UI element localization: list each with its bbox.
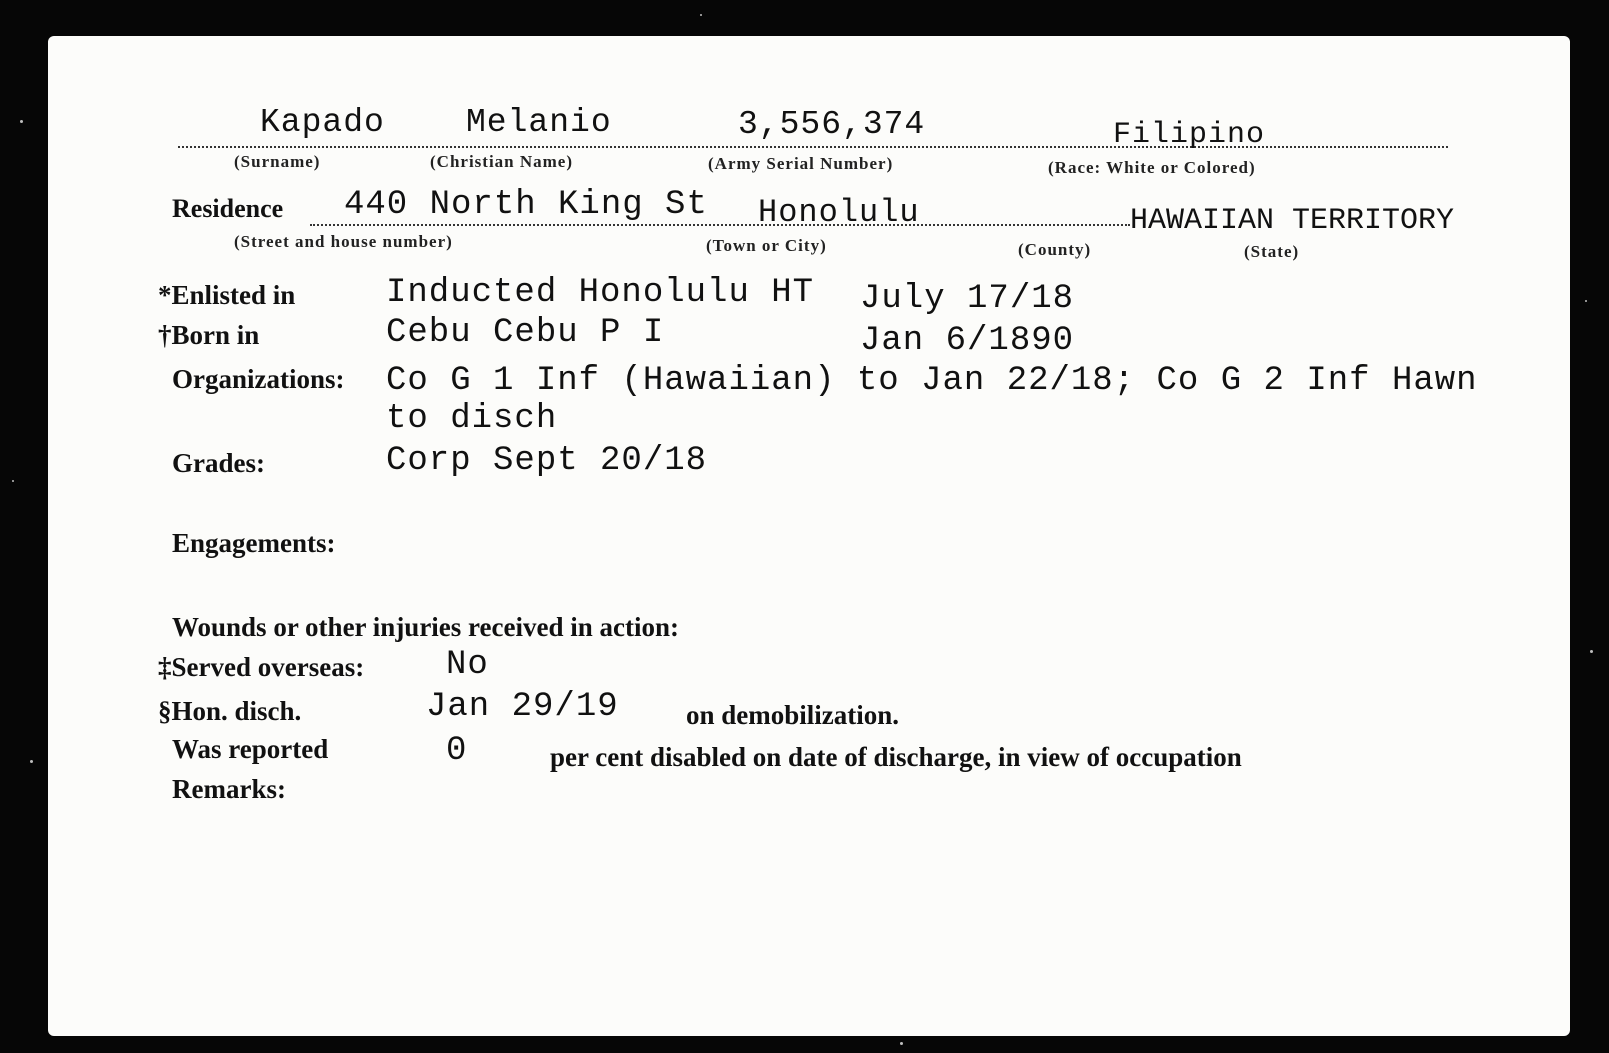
scan-speck	[20, 120, 23, 123]
residence-state-value: HAWAIIAN TERRITORY	[1130, 204, 1455, 238]
enlisted-date: July 17/18	[860, 280, 1075, 318]
residence-label: Residence	[172, 194, 284, 223]
scan-speck	[12, 480, 14, 482]
served-overseas-value: No	[446, 646, 489, 684]
state-caption: (State)	[1244, 242, 1300, 261]
grades-value: Corp Sept 20/18	[386, 442, 708, 480]
engagements-label: Engagements:	[172, 528, 336, 558]
serial-number-value: 3,556,374	[738, 106, 926, 143]
surname-value: Kapado	[260, 104, 385, 141]
wounds-label: Wounds or other injuries received in action:	[172, 612, 680, 642]
christian-name-value: Melanio	[466, 104, 612, 141]
reported-suffix: per cent disabled on date of discharge, in view of occupation	[550, 742, 1242, 772]
street-caption: (Street and house number)	[234, 232, 453, 251]
honorable-discharge-label: §Hon. disch.	[158, 696, 302, 726]
serial-number-caption: (Army Serial Number)	[708, 154, 894, 173]
honorable-discharge-date: Jan 29/19	[426, 688, 619, 726]
county-caption: (County)	[1018, 240, 1092, 259]
born-label: †Born in	[158, 320, 260, 350]
race-caption: (Race: White or Colored)	[1048, 158, 1256, 177]
reported-value: 0	[446, 732, 468, 770]
enlisted-label: *Enlisted in	[158, 280, 296, 310]
scan-speck	[1585, 300, 1587, 302]
residence-town-value: Honolulu	[758, 194, 920, 231]
born-date: Jan 6/1890	[860, 322, 1075, 360]
surname-caption: (Surname)	[234, 152, 321, 171]
grades-label: Grades:	[172, 448, 265, 478]
scan-speck	[900, 1042, 903, 1045]
scan-speck	[1590, 650, 1593, 653]
remarks-label: Remarks:	[172, 774, 286, 804]
discharge-suffix: on demobilization.	[686, 700, 900, 730]
scan-speck	[30, 760, 33, 763]
race-value: Filipino	[1113, 118, 1266, 152]
enlisted-value: Inducted Honolulu HT	[386, 274, 815, 312]
scan-speck	[700, 14, 702, 16]
service-record-card	[48, 36, 1570, 1036]
reported-label: Was reported	[172, 734, 329, 764]
residence-street-value: 440 North King St	[344, 186, 708, 224]
organizations-line-2: to disch	[386, 400, 558, 438]
town-caption: (Town or City)	[706, 236, 827, 255]
residence-dotted-line	[310, 224, 1130, 226]
born-place: Cebu Cebu P I	[386, 314, 665, 352]
served-overseas-label: ‡Served overseas:	[158, 652, 365, 682]
christian-name-caption: (Christian Name)	[430, 152, 574, 171]
organizations-line-1: Co G 1 Inf (Hawaiian) to Jan 22/18; Co G 2 Inf Hawn	[386, 362, 1478, 400]
organizations-label: Organizations:	[172, 364, 345, 394]
